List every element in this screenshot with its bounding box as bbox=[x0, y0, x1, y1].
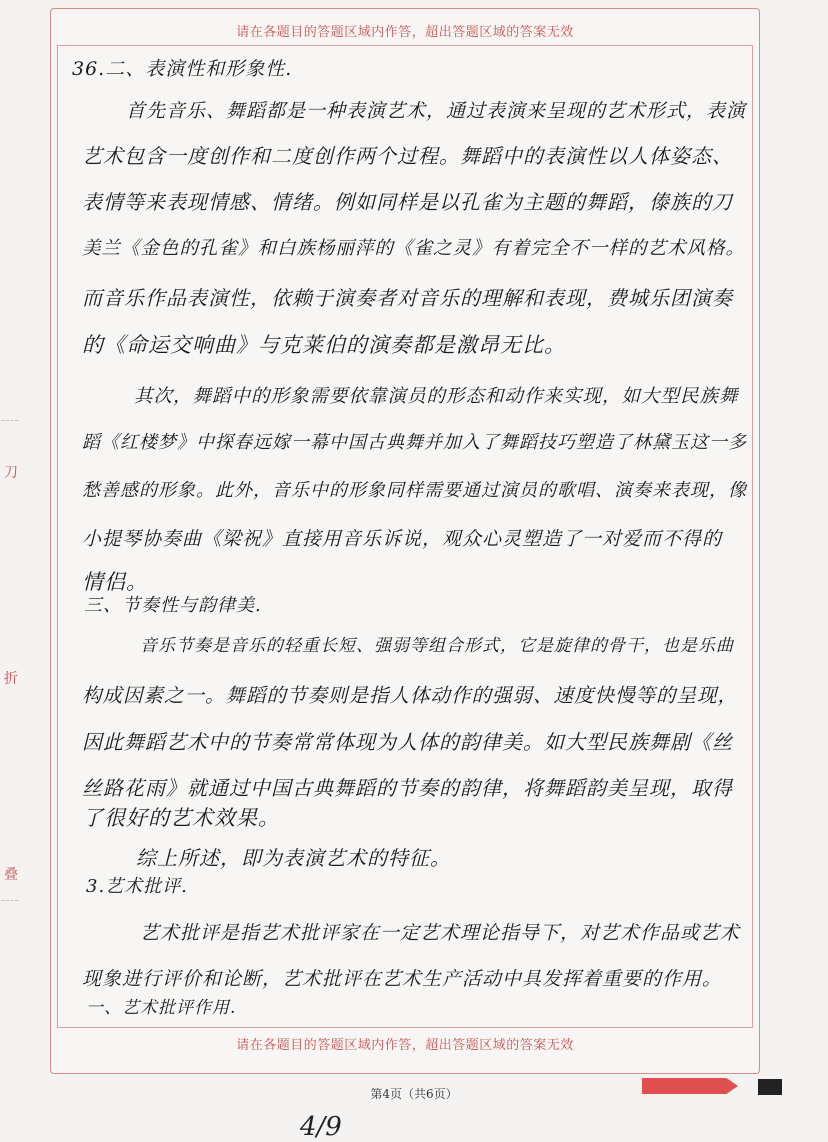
top-border-line bbox=[57, 45, 753, 46]
answer-line: 其次，舞蹈中的形象需要依靠演员的形态和动作来实现，如大型民族舞 bbox=[134, 386, 739, 407]
top-notice: 请在各题目的答题区域内作答，超出答题区域的答案无效 bbox=[236, 25, 574, 40]
answer-line: 综上所述，即为表演艺术的特征。 bbox=[136, 846, 451, 870]
corner-marker bbox=[758, 1079, 782, 1095]
answer-line: 情侣。 bbox=[82, 570, 148, 594]
answer-line: 构成因素之一。舞蹈的节奏则是指人体动作的强弱、速度快慢等的呈现， bbox=[82, 684, 739, 707]
fold-line bbox=[2, 900, 18, 901]
answer-line: 的《命运交响曲》与克莱伯的演奏都是激昂无比。 bbox=[82, 333, 566, 357]
side-mark-stack: 叠 bbox=[4, 867, 18, 883]
answer-line: 3.艺术批评. bbox=[86, 876, 188, 897]
page-number: 第4页（共6页） bbox=[370, 1087, 458, 1101]
bottom-notice: 请在各题目的答题区域内作答，超出答题区域的答案无效 bbox=[236, 1038, 574, 1053]
answer-line: 而音乐作品表演性，依赖于演奏者对音乐的理解和表现，费城乐团演奏 bbox=[82, 286, 733, 310]
answer-line: 小提琴协奏曲《梁祝》直接用音乐诉说，观众心灵塑造了一对爱而不得的 bbox=[82, 528, 723, 550]
answer-line: 了很好的艺术效果。 bbox=[82, 806, 280, 830]
answer-line: 首先音乐、舞蹈都是一种表演艺术，通过表演来呈现的艺术形式，表演 bbox=[126, 100, 747, 122]
side-mark-fold: 折 bbox=[4, 671, 18, 687]
answer-line: 艺术批评是指艺术批评家在一定艺术理论指导下，对艺术作品或艺术 bbox=[140, 922, 741, 944]
answer-line: 音乐节奏是音乐的轻重长短、强弱等组合形式，它是旋律的骨干，也是乐曲 bbox=[140, 636, 734, 656]
score-mark: 4/9 bbox=[300, 1112, 342, 1142]
answer-line: 美兰《金色的孔雀》和白族杨丽萍的《雀之灵》有着完全不一样的艺术风格。 bbox=[82, 238, 746, 259]
answer-line: 因此舞蹈艺术中的节奏常常体现为人体的韵律美。如大型民族舞剧《丝 bbox=[82, 730, 733, 754]
right-border-line bbox=[752, 45, 753, 1027]
side-mark-cut: 刀 bbox=[4, 465, 18, 481]
fold-line bbox=[2, 420, 18, 421]
answer-line: 一、艺术批评作用. bbox=[86, 998, 237, 1018]
arrow-tab bbox=[642, 1078, 738, 1094]
answer-line: 现象进行评价和论断，艺术批评在艺术生产活动中具发挥着重要的作用。 bbox=[82, 968, 723, 990]
answer-line: 表情等来表现情感、情绪。例如同样是以孔雀为主题的舞蹈，傣族的刀 bbox=[82, 190, 733, 214]
answer-line: 蹈《红楼梦》中探春远嫁一幕中国古典舞并加入了舞蹈技巧塑造了林黛玉这一多 bbox=[82, 432, 747, 453]
answer-line: 愁善感的形象。此外，音乐中的形象同样需要通过演员的歌唱、演奏来表现，像 bbox=[82, 480, 747, 501]
answer-line: 丝路花雨》就通过中国古典舞蹈的节奏的韵律，将舞蹈韵美呈现，取得 bbox=[82, 776, 733, 800]
left-border-line bbox=[57, 45, 58, 1027]
answer-line: 艺术包含一度创作和二度创作两个过程。舞蹈中的表演性以人体姿态、 bbox=[82, 144, 733, 168]
bottom-border-line bbox=[57, 1027, 753, 1028]
answer-line: 三、节奏性与韵律美. bbox=[84, 595, 262, 616]
answer-line: 36.二、表演性和形象性. bbox=[72, 58, 293, 80]
